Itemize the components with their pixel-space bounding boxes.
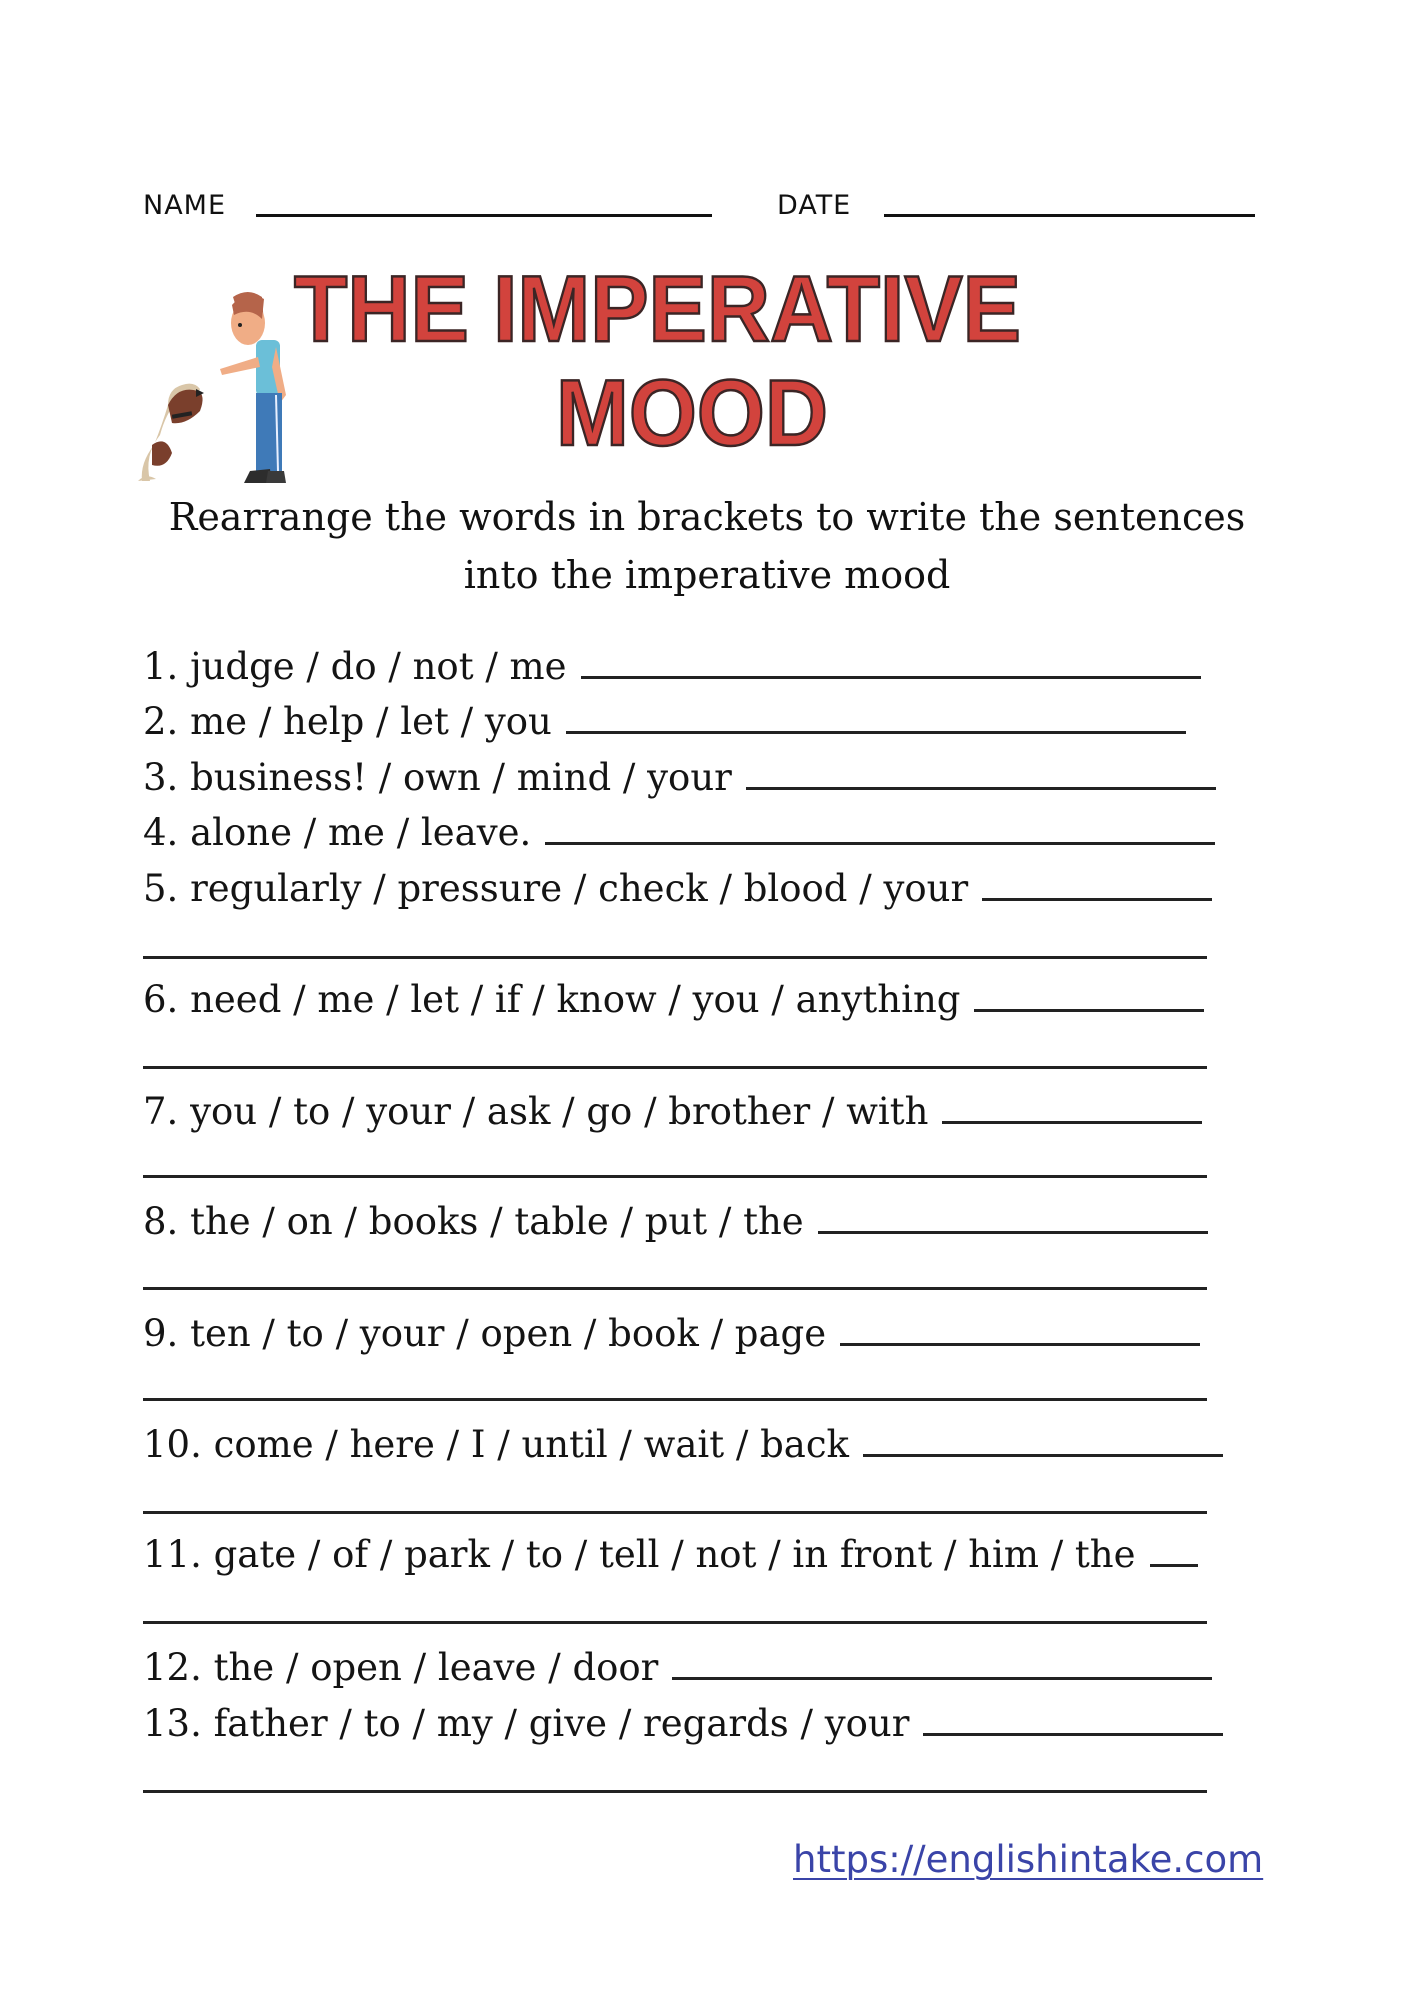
answer-line[interactable] — [942, 1121, 1202, 1124]
answer-line-continuation[interactable] — [143, 1511, 1207, 1514]
exercise-item-7 — [143, 1090, 1202, 1133]
exercise-item-5 — [143, 867, 1212, 910]
item-number: 11. — [143, 1533, 202, 1576]
exercise-item-6 — [143, 978, 1204, 1021]
exercise-item-3 — [143, 756, 1216, 799]
item-number: 2. — [143, 700, 179, 743]
exercise-item-12 — [143, 1646, 1212, 1689]
title-line-1: THE IMPERATIVE — [294, 256, 1021, 361]
answer-line[interactable] — [545, 842, 1215, 845]
exercise-item-1 — [143, 645, 1201, 688]
item-words: the / open / leave / door — [213, 1646, 659, 1689]
item-words: come / here / I / until / wait / back — [213, 1423, 849, 1466]
item-number: 10. — [143, 1423, 202, 1466]
item-words: father / to / my / give / regards / your — [213, 1702, 910, 1745]
exercise-item-4 — [143, 811, 1215, 854]
exercise-item-10 — [143, 1423, 1223, 1466]
item-number: 9. — [143, 1312, 179, 1355]
answer-line[interactable] — [746, 787, 1216, 790]
answer-line[interactable] — [982, 898, 1212, 901]
name-label: NAME — [143, 190, 227, 221]
item-number: 13. — [143, 1702, 202, 1745]
answer-line-continuation[interactable] — [143, 1398, 1207, 1401]
item-number: 8. — [143, 1200, 179, 1243]
boy-and-dog-illustration — [138, 285, 308, 485]
answer-line[interactable] — [1150, 1564, 1198, 1567]
item-words: gate / of / park / to / tell / not / in front / him / the — [213, 1533, 1136, 1576]
item-number: 12. — [143, 1646, 202, 1689]
answer-line[interactable] — [581, 676, 1201, 679]
exercise-item-8 — [143, 1200, 1208, 1243]
item-words: need / me / let / if / know / you / anything — [190, 978, 961, 1021]
item-number: 7. — [143, 1090, 179, 1133]
boy-dog-image-icon — [138, 285, 308, 485]
answer-line[interactable] — [818, 1231, 1208, 1234]
answer-line-continuation[interactable] — [143, 1621, 1207, 1624]
answer-line-continuation[interactable] — [143, 1175, 1207, 1178]
item-number: 4. — [143, 811, 179, 854]
answer-line[interactable] — [566, 731, 1186, 734]
item-words: you / to / your / ask / go / brother / with — [190, 1090, 929, 1133]
exercise-item-9 — [143, 1312, 1200, 1355]
answer-line[interactable] — [863, 1454, 1223, 1457]
item-words: alone / me / leave. — [190, 811, 532, 854]
item-words: ten / to / your / open / book / page — [190, 1312, 827, 1355]
instructions: Rearrange the words in brackets to write the sentences into the imperative mood — [168, 495, 1246, 597]
exercise-item-2 — [143, 700, 1186, 743]
answer-line-continuation[interactable] — [143, 1287, 1207, 1290]
website-link[interactable]: https://englishintake.com — [793, 1838, 1264, 1881]
answer-line[interactable] — [672, 1677, 1212, 1680]
date-field[interactable] — [884, 214, 1255, 217]
item-words: regularly / pressure / check / blood / your — [190, 867, 969, 910]
answer-line[interactable] — [974, 1009, 1204, 1012]
date-label: DATE — [777, 190, 852, 221]
item-words: business! / own / mind / your — [190, 756, 732, 799]
exercise-item-13 — [143, 1702, 1223, 1745]
item-number: 6. — [143, 978, 179, 1021]
item-words: judge / do / not / me — [190, 645, 567, 688]
item-number: 5. — [143, 867, 179, 910]
name-field[interactable] — [256, 214, 712, 217]
answer-line[interactable] — [923, 1733, 1223, 1736]
item-words: me / help / let / you — [190, 700, 552, 743]
title-line-2: MOOD — [556, 360, 828, 465]
answer-line-continuation[interactable] — [143, 1066, 1207, 1069]
answer-line-continuation[interactable] — [143, 956, 1207, 959]
answer-line-continuation[interactable] — [143, 1790, 1207, 1793]
item-number: 1. — [143, 645, 179, 688]
item-words: the / on / books / table / put / the — [190, 1200, 804, 1243]
exercise-item-11 — [143, 1533, 1198, 1576]
item-number: 3. — [143, 756, 179, 799]
answer-line[interactable] — [840, 1343, 1200, 1346]
